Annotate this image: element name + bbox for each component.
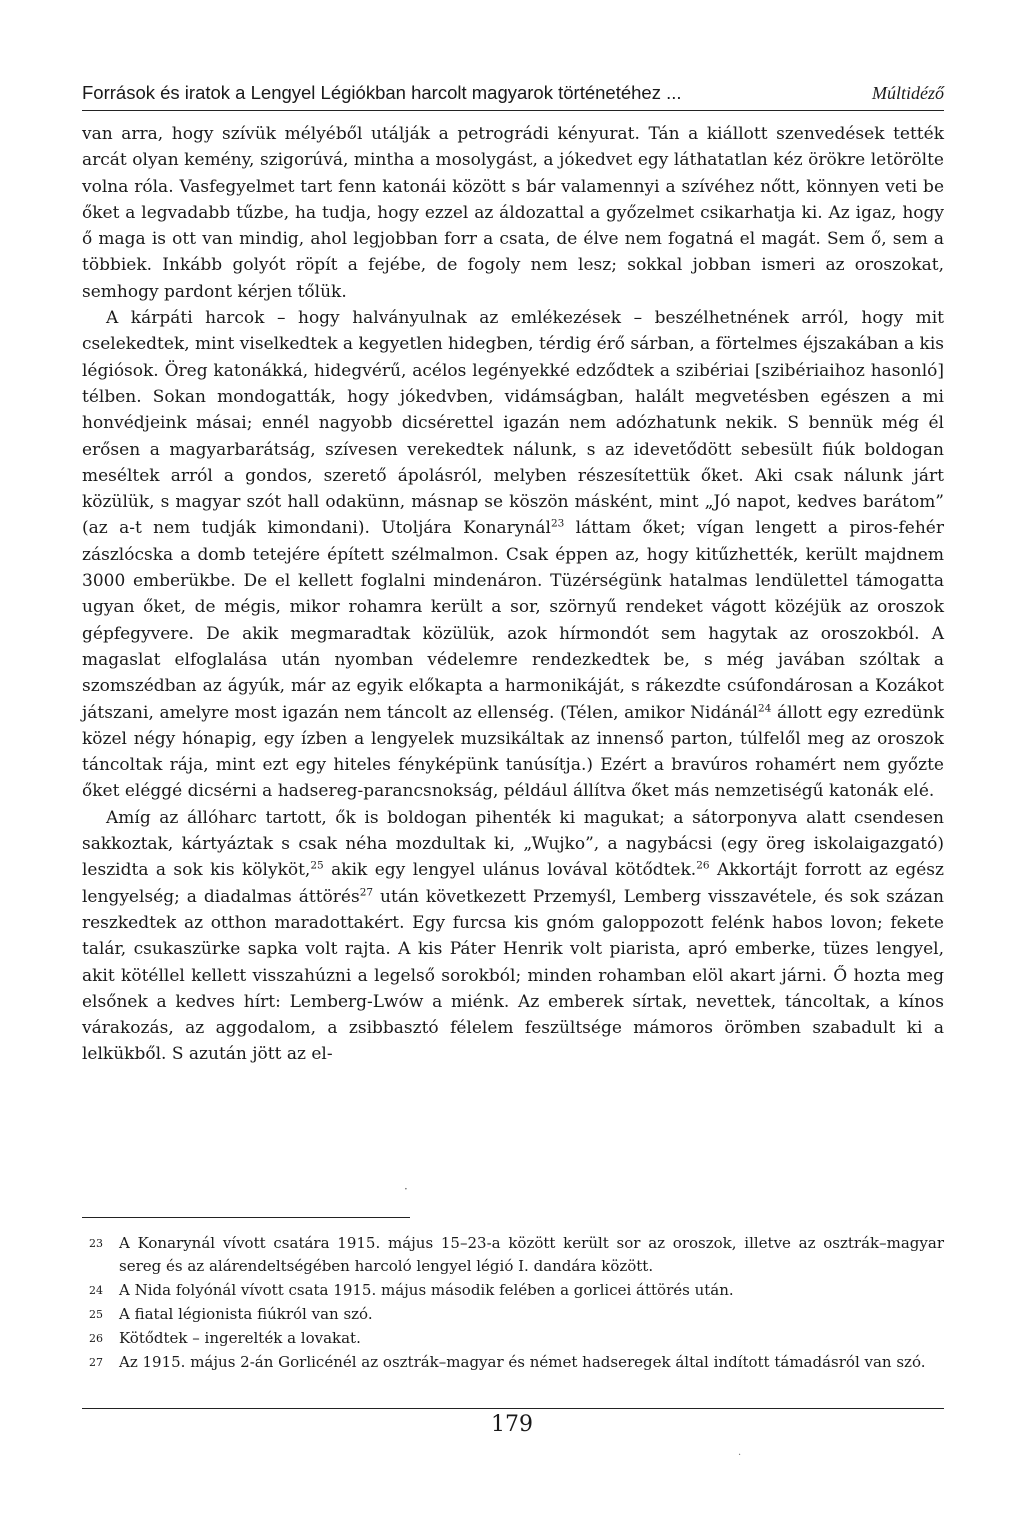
footnote-25 [82, 1303, 944, 1326]
footnote-number: 27 [89, 1356, 103, 1369]
paragraph-2-text-c: állott egy ezredünk közel négy hónapig, egy ízben a lengyelek muzsikáltak az innenső parton, túlfelől meg az oroszok táncoltak rája, mint ezt egy hiteles fényképünk tanúsítja.) Ezért a bravúros rohamért nem győzte őket eléggé dicsérni a hadsereg-parancsnokság, például állítva őket más nemzetiségű katonák elé. [82, 702, 944, 802]
footnote-ref-26[interactable]: 26 [696, 859, 710, 872]
paragraph-1-text: van arra, hogy szívük mélyéből utálják a petrográdi kényurat. Tán a kiállott szenvedések tették arcát olyan kemény, szigorúvá, mintha a mosolygást, a jókedvet egy láthatatlan kéz örökre letörölte volna róla. Vasfegyelmet tart fenn katonái között s bár valamennyi a szívéhez nőtt, könnyen veti be őket a legvadabb tűzbe, ha tudja, hogy ezzel az áldozattal a győzelmet csikarhatja ki. Az igaz, hogy ő maga is ott van mindig, ahol legjobban forr a csata, de élve nem fogatná el magát. Sem ő, sem a többiek. Inkább golyót röpít a fejébe, de fogoly nem lesz; sokkal jobban ismeri az oroszokat, semhogy pardont kérjen tőlük. [82, 124, 944, 302]
footnote-text: Az 1915. május 2-án Gorlicénél az osztrák–magyar és német hadseregek által indított támadásról van szó. [119, 1353, 926, 1371]
footnote-26 [82, 1327, 944, 1350]
body-text [82, 121, 944, 1068]
footnote-number: 25 [89, 1308, 103, 1321]
page-content [82, 82, 944, 1068]
paragraph-1 [82, 121, 944, 305]
paragraph-2-text-b: láttam őket; vígan lengett a piros-fehér zászlócska a domb tetejére épített szélmalmon. Csak éppen az, hogy kitűzhették, került majdnem 3000 emberükbe. De el kellett foglalni mindenáron. Tüzérségünk hatalmas lendülettel támogatta ugyan őket, de mégis, mikor rohamra került a sor, szörnyű rendeket vágott közéjük az oroszok gépfegyvere. De akik megmaradtak közülük, azok hírmondót sem hagytak az oroszokból. A magaslat elfoglalása után nyomban védelemre rendezkedtek be, s még javában szóltak a szomszédban az ágyúk, már az egyik előkapta a harmonikáját, s rákezdte csúfondárosan a Kozákot játszani, amelyre most igazán nem táncolt az ellenség. (Télen, amikor Nidánál [82, 518, 944, 723]
paragraph-3-text-a: Amíg az állóharc tartott, ők is boldogan pihenték ki magukat; a sátorponyva alatt csendesen sakkoztak, kártyáztak s csak néha mozdultak ki, „Wujko”, a nagybácsi (egy öreg iskolaigazgató) leszidta a sok kis kölyköt, [82, 807, 944, 881]
stray-mark: · [404, 1182, 408, 1196]
footnote-24 [82, 1279, 944, 1302]
paragraph-3-text-d: után következett Przemyśl, Lemberg visszavétele, és sok százan reszkedtek az otthon maradottakért. Egy furcsa kis gnóm galoppozott felénk habos lovon; fekete talár, csukaszürke sapka volt rajta. A kis Páter Henrik volt piarista, apró emberke, tüzes lengyel, akit kötéllel kellett visszahúzni a legelső sorokból; minden rohamban elöl akart járni. Ő hozta meg elsőnek a kedves hírt: Lemberg-Lwów a miénk. Az emberek sírtak, nevettek, táncoltak, a kínos várakozás, az aggodalom, a zsibbasztó félelem feszültsége mámoros örömben szabadult ki a lelkükből. S azután jött az el- [82, 886, 944, 1065]
footnote-number: 26 [89, 1332, 103, 1345]
header-title: Források és iratok a Lengyel Légiókban harcolt magyarok történetéhez ... [82, 82, 682, 103]
footnote-ref-25[interactable]: 25 [310, 859, 324, 872]
paragraph-2-text-a: A kárpáti harcok – hogy halványulnak az emlékezések – beszélhetnének arról, hogy mit cselekedtek, mint viselkedtek a kegyetlen hidegben, térdig érő sárban, a förtelmes éjszakában a kis légiósok. Öreg katonákká, hidegvérű, acélos legényekké edződtek a szibériai [szibériaihoz hasonló] télben. Sokan mondogatták, hogy jókedvben, vidámságban, halált megvetésben egészen a mi honvédjeink másai; ennél nagyobb dicsérettel igazán nem adózhatunk nekik. S bennük még él erősen a magyarbarátság, szívesen verekedtek nálunk, s az idevetődött sebesült fiúk boldogan meséltek arról a gondos, szerető ápolásról, melyben részesítettük őket. Aki csak nálunk járt közülük, s magyar szót hall odakünn, másnap se köszön másként, mint „Jó napot, kedves barátom” (az a-t nem tudják kimondani). Utoljára Konarynál [82, 308, 944, 539]
footnote-separator [82, 1217, 410, 1218]
footnote-27 [82, 1351, 944, 1374]
footnote-number: 23 [89, 1237, 103, 1250]
dot-mark: · [738, 1450, 742, 1461]
paragraph-3 [82, 805, 944, 1068]
running-header [82, 82, 944, 111]
paragraph-3-text-b: akik egy lengyel ulánus lovával kötődtek. [323, 860, 697, 881]
header-series: Múltidéző [872, 83, 944, 103]
footnote-number: 24 [89, 1284, 103, 1297]
footnotes [82, 1232, 944, 1375]
footnote-text: A Konarynál vívott csatára 1915. május 15–23-a között került sor az oroszok, illetve az osztrák–magyar sereg és az alárendeltségében harcoló lengyel légió I. dandára között. [119, 1234, 944, 1275]
footnote-text: Kötődtek – ingerelték a lovakat. [119, 1329, 361, 1347]
footnote-ref-23[interactable]: 23 [550, 517, 565, 530]
bottom-rule [82, 1408, 944, 1409]
footnote-text: A fiatal légionista fiúkról van szó. [119, 1305, 373, 1323]
footnote-ref-24[interactable]: 24 [758, 701, 772, 714]
footnote-ref-27[interactable]: 27 [359, 885, 374, 898]
paragraph-3-text-c: Akkortájt forrott az egész lengyelség; a diadalmas áttörés [82, 860, 944, 907]
footnote-23 [82, 1232, 944, 1278]
page-number: 179 [491, 1412, 533, 1437]
footnote-text: A Nida folyónál vívott csata 1915. május második felében a gorlicei áttörés után. [119, 1281, 734, 1299]
paragraph-2 [82, 305, 944, 805]
